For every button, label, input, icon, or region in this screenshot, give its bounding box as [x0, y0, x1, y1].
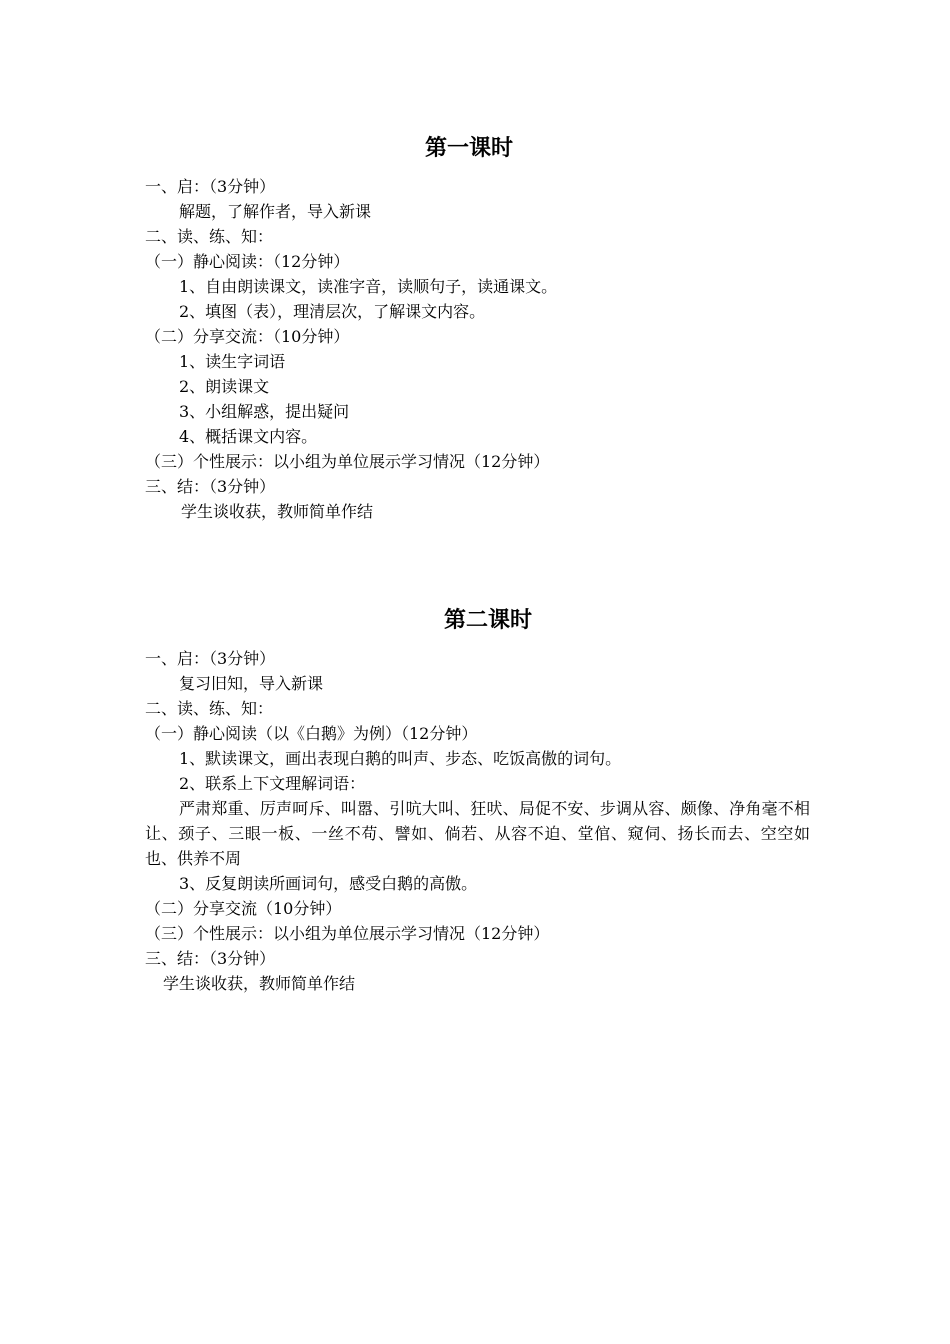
lesson-1-line: 1、读生字词语 [179, 352, 286, 371]
lesson-1-line: 三、结：（3分钟） [145, 477, 276, 496]
lesson-2-line: 三、结：（3分钟） [145, 949, 276, 968]
lesson-1-line: （一）静心阅读：（12分钟） [145, 252, 350, 271]
lesson-2-line: 2、联系上下文理解词语： [179, 774, 366, 793]
lesson-2-line: 一、启：（3分钟） [145, 649, 276, 668]
lesson-1-line: 学生谈收获，教师简单作结 [181, 502, 374, 521]
lesson-2-line: 1、默读课文，画出表现白鹅的叫声、步态、吃饭高傲的词句。 [179, 749, 622, 768]
lesson-2-line: （三）个性展示：以小组为单位展示学习情况（12分钟） [145, 924, 550, 943]
lesson-2-line: 3、反复朗读所画词句，感受白鹅的高傲。 [179, 874, 478, 893]
lesson-2-line: 学生谈收获，教师简单作结 [163, 974, 356, 993]
lesson-1-section [0, 132, 950, 524]
lesson-1-line: 4、概括课文内容。 [179, 427, 318, 446]
lesson-2-line: （一）静心阅读（以《白鹅》为例）（12分钟） [145, 724, 478, 743]
lesson-1-line: 3、小组解惑，提出疑问 [179, 402, 350, 421]
lesson-1-content [145, 174, 815, 524]
lesson-2-title: 第二课时 [444, 608, 533, 633]
lesson-1-line: 2、朗读课文 [179, 377, 270, 396]
lesson-1-line: 二、读、练、知： [145, 227, 274, 246]
vocabulary-paragraph: 严肃郑重、厉声呵斥、叫嚣、引吭大叫、狂吠、局促不安、步调从容、颇像、净角毫不相让、颈子、三眼一板、一丝不苟、譬如、倘若、从容不迫、堂倌、窥伺、扬长而去、空空如也、供养不周 [145, 799, 810, 868]
lesson-1-line: （三）个性展示：以小组为单位展示学习情况（12分钟） [145, 452, 550, 471]
lesson-1-line: 解题，了解作者，导入新课 [179, 202, 372, 221]
lesson-2-line: 二、读、练、知： [145, 699, 274, 718]
lesson-1-line: 一、启：（3分钟） [145, 177, 276, 196]
lesson-2-line: （二）分享交流（10分钟） [145, 899, 342, 918]
lesson-2-section [0, 604, 950, 996]
lesson-1-title: 第一课时 [425, 136, 514, 161]
lesson-2-content [145, 646, 815, 996]
lesson-2-line: 复习旧知，导入新课 [179, 674, 324, 693]
lesson-1-line: 1、自由朗读课文，读准字音，读顺句子，读通课文。 [179, 277, 558, 296]
lesson-1-line: （二）分享交流：（10分钟） [145, 327, 350, 346]
lesson-1-line: 2、填图（表），理清层次，了解课文内容。 [179, 302, 486, 321]
